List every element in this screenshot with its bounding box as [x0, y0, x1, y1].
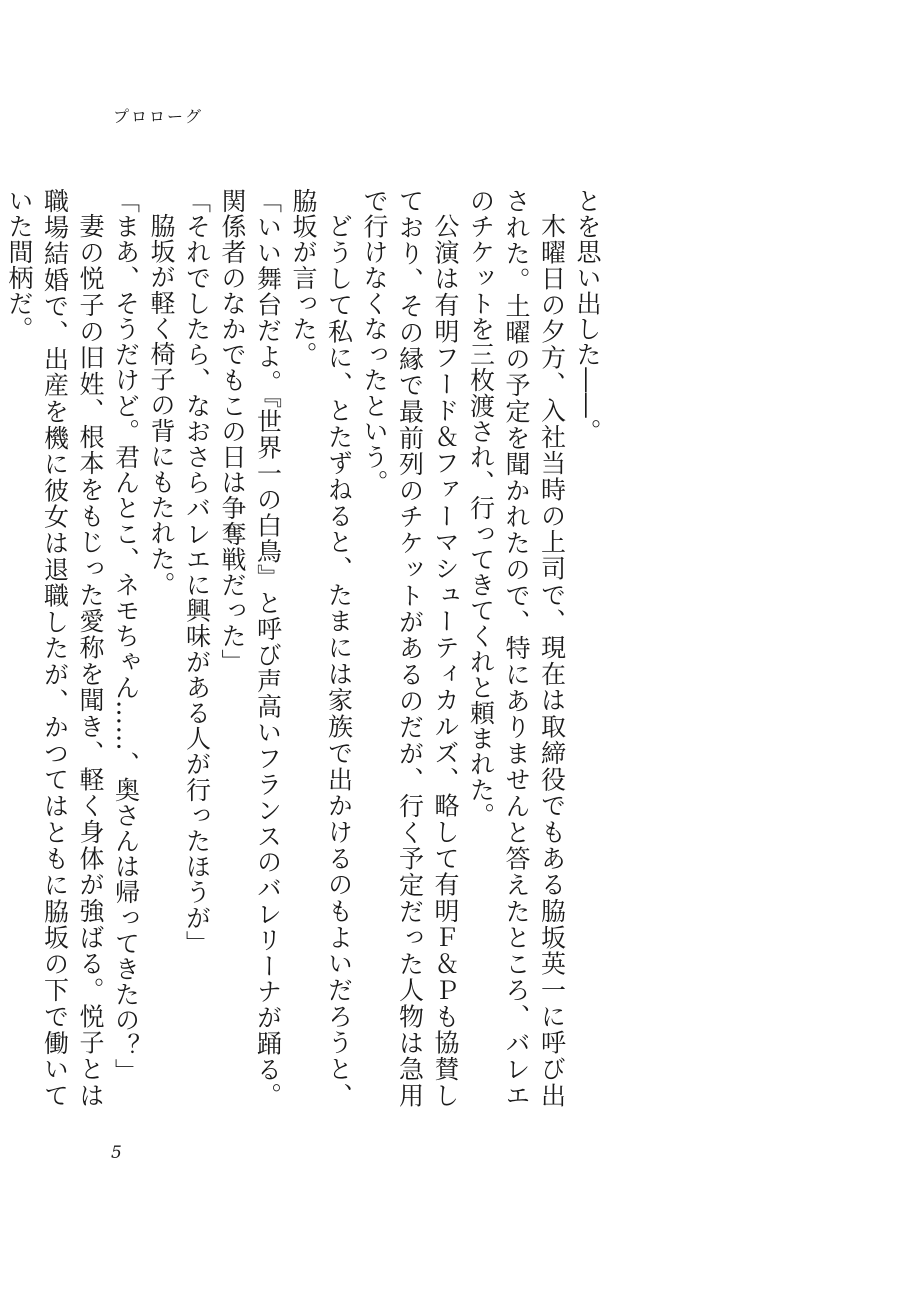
paragraph: 「それでしたら、なおさらバレエに興味がある人が行ったほうが」 — [182, 188, 212, 956]
page-number: 5 — [111, 1143, 122, 1163]
paragraph — [0, 188, 2, 1108]
paragraph: どうして私に、とたずねると、たまには家族で出かけるのもよいだろうと、脇坂が言った。 — [289, 188, 354, 1108]
paragraph: 公演は有明フード＆ファーマシューティカルズ、略して有明Ｆ＆Ｐも協賛しており、その縁で最前列のチケットがあるのだが、行く予定だった人物は急用で行けなくなったという。 — [360, 188, 460, 1108]
paragraph: とを思い出した――。 — [573, 188, 602, 444]
paragraph: 木曜日の夕方、入社当時の上司で、現在は取締役でもある脇坂英一に呼び出された。土曜の予定を聞かれたので、特にありませんと答えたところ、バレエのチケットを三枚渡され、行ってきてくれと頼まれた。 — [466, 188, 567, 1108]
paragraph: 「いい舞台だよ。『世界一の白鳥』と呼び声高いフランスのバレリーナが踊る。関係者のなかでもこの日は争奪戦だった」 — [218, 188, 283, 1108]
paragraph: 「まあ、そうだけど。君んとこ、ネモちゃん……、奥さんは帰ってきたの？」 — [111, 188, 141, 1084]
running-header-chapter-title: プロローグ — [113, 107, 204, 126]
paragraph: 脇坂が軽く椅子の背にもたれた。 — [147, 213, 176, 597]
paragraph: 妻の悦子の旧姓、根本をもじった愛称を聞き、軽く身体が強ばる。悦子とは職場結婚で、出産を機に彼女は退職したが、かつてはともに脇坂の下で働いていた間柄だ。 — [5, 188, 105, 1108]
vertical-body-text — [5, 188, 605, 1108]
